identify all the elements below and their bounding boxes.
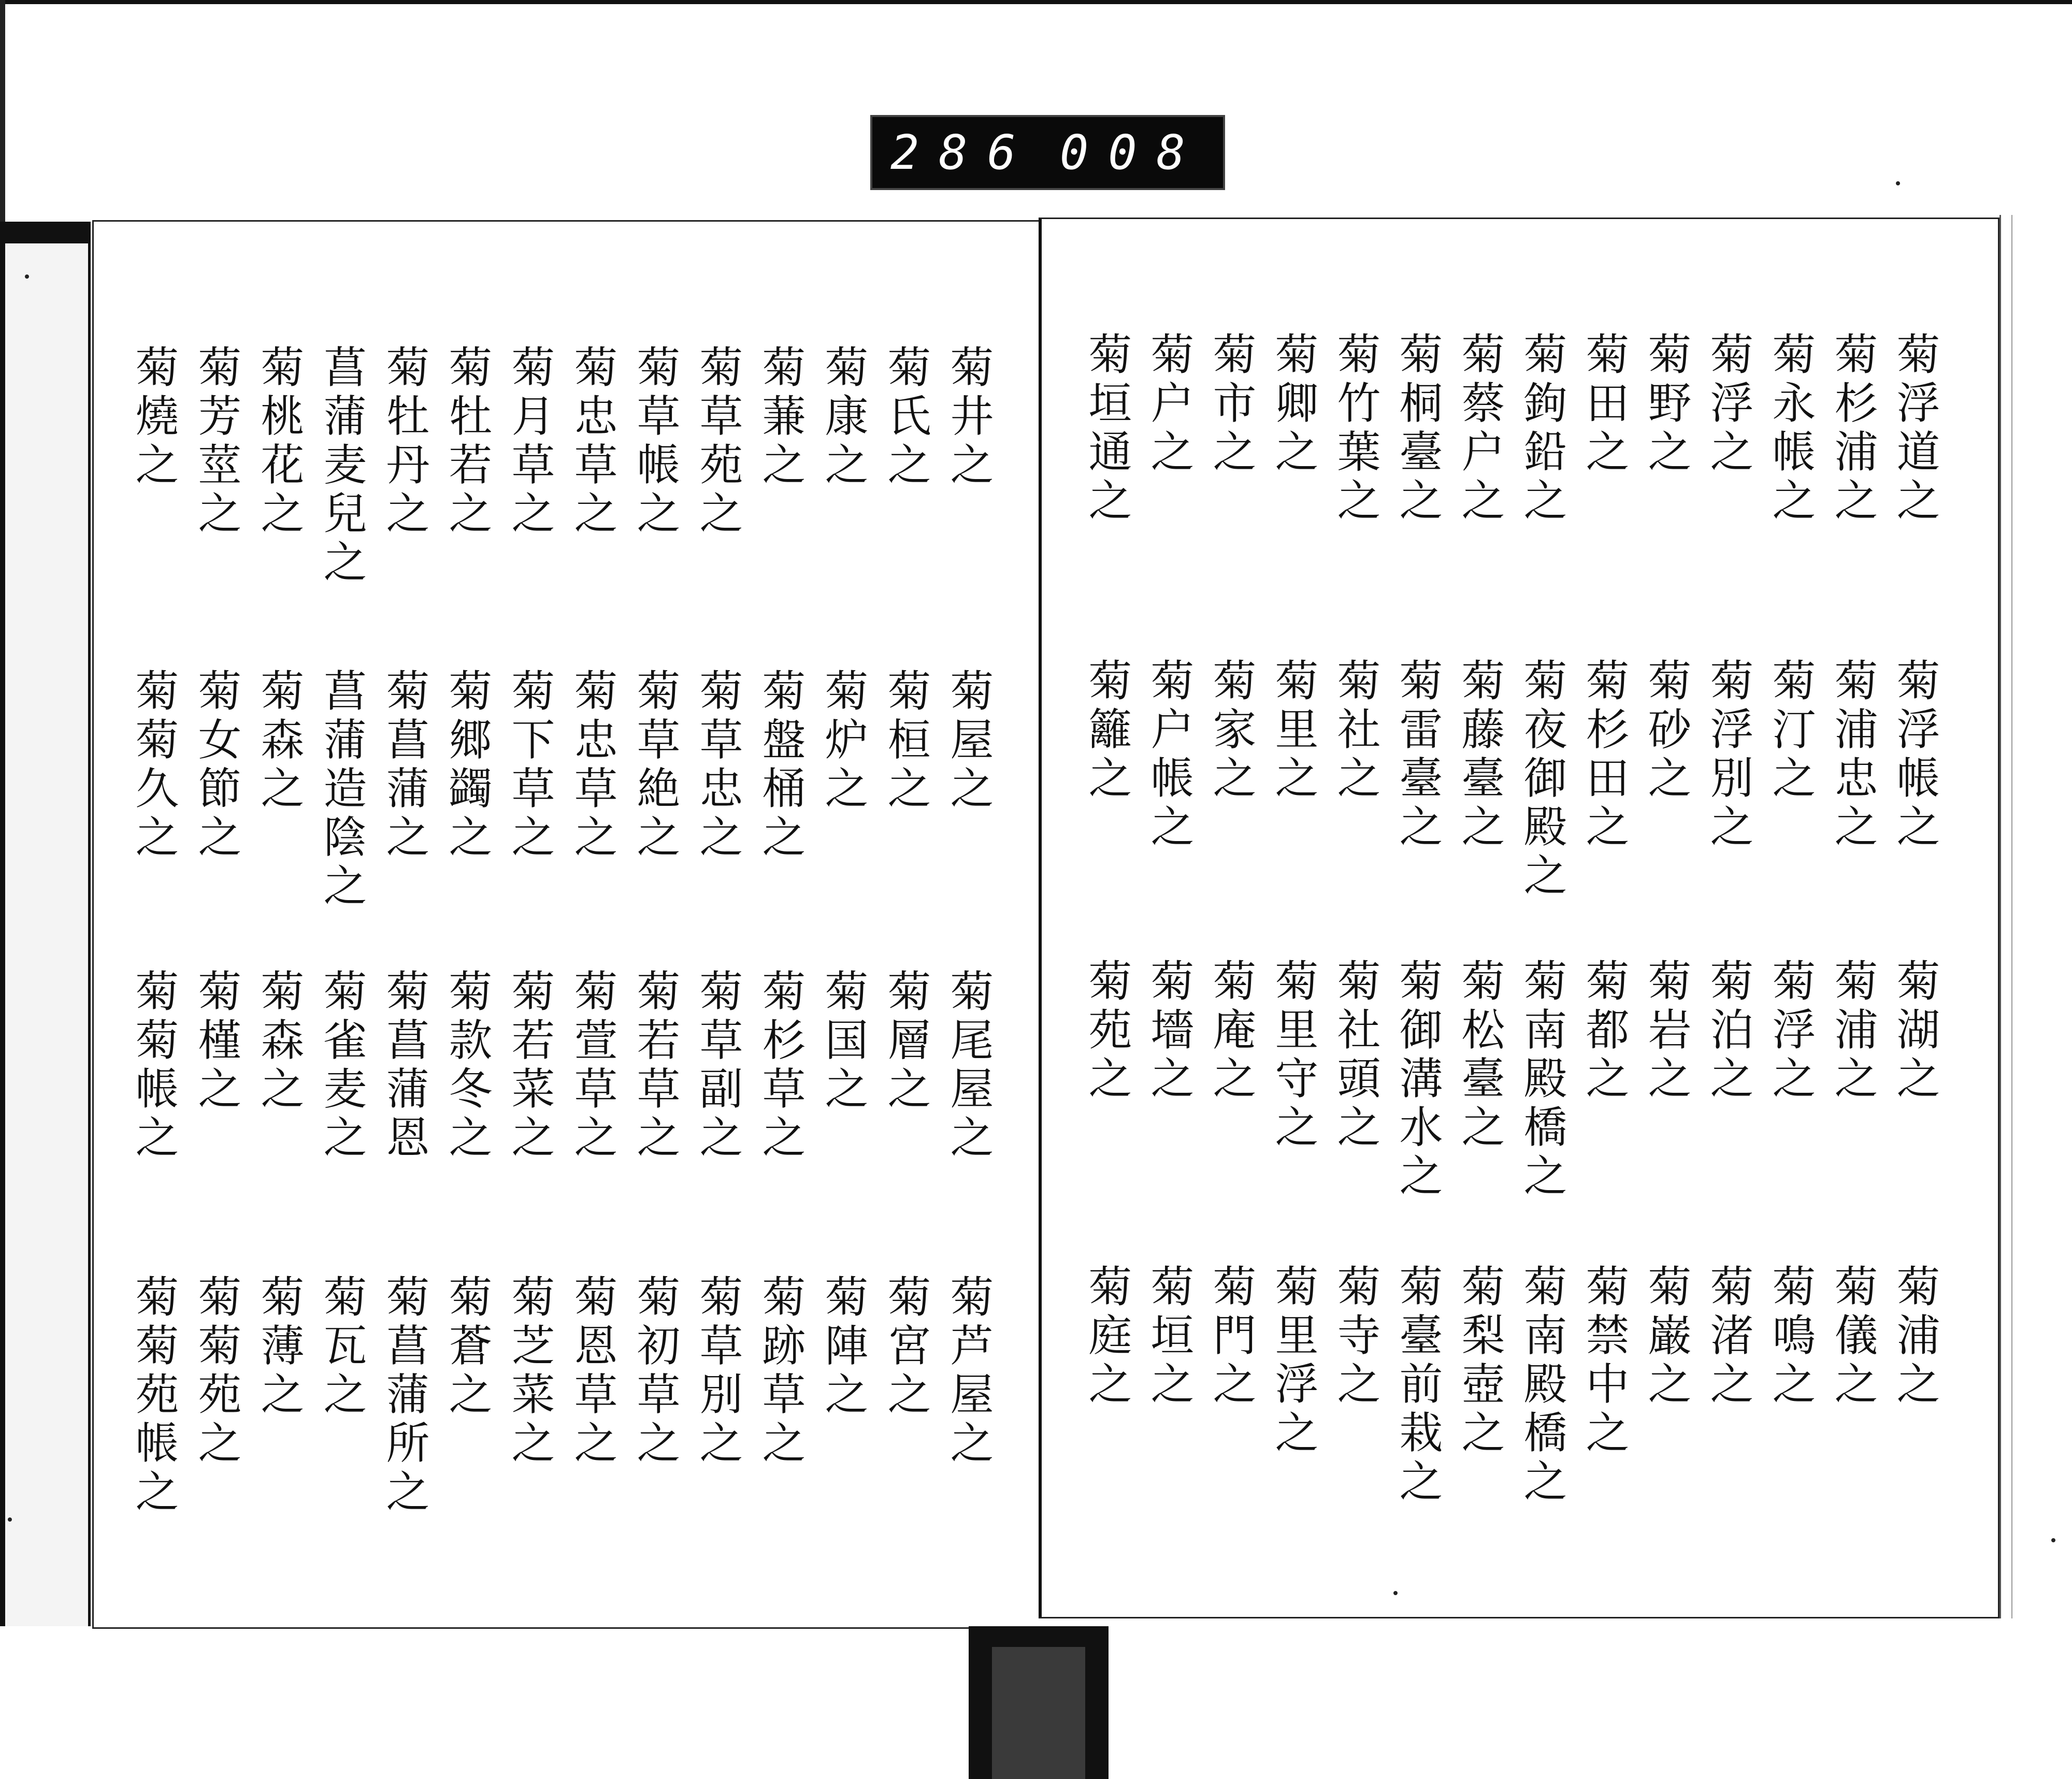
left-page-row3-entry: 菊国之 (818, 968, 869, 1115)
right-page-row2-entry: 菊浮別之 (1703, 658, 1754, 852)
right-page-row3-entry: 菊岩之 (1641, 958, 1692, 1104)
right-page-row4-entry: 菊巌之 (1641, 1264, 1692, 1410)
right-page-row1-entry: 菊卿之 (1268, 331, 1319, 478)
left-page-row4-entry: 菊蒼之 (442, 1274, 493, 1420)
left-page-row3-entry: 菊槿之 (191, 968, 242, 1115)
left-page-row1-entry: 菊牡若之 (442, 344, 493, 539)
left-page-row4-entry: 菊薄之 (254, 1274, 305, 1420)
right-page-row2-entry: 菊藤臺之 (1455, 658, 1505, 852)
right-page-row3-entry: 菊苑之 (1082, 958, 1132, 1104)
left-page-row3-entry: 菊萱草之 (567, 968, 618, 1163)
left-page-row4-entry: 菊菖蒲所之 (379, 1274, 430, 1517)
left-page-row1-entry: 菊桃花之 (254, 344, 305, 539)
left-page-row4-entry: 菊芦屋之 (943, 1274, 994, 1469)
left-page-row2-entry: 菊郷蠲之 (442, 668, 493, 863)
left-page-row4-entry: 菊菊苑帳之 (128, 1274, 179, 1517)
left-page-row3-entry: 菊草副之 (693, 968, 743, 1163)
left-page-row1-entry: 菊忠草之 (567, 344, 618, 539)
right-page-row4-entry: 菊南殿橋之 (1517, 1264, 1567, 1507)
left-page-row1-entry: 菊氏之 (881, 344, 931, 490)
scan-left-edge (0, 0, 5, 223)
left-page-row1-entry: 菊芳莖之 (191, 344, 242, 539)
frame-counter-label (870, 115, 1225, 190)
left-page-row3-entry: 菊款冬之 (442, 968, 493, 1163)
right-page-row3-entry: 菊庵之 (1206, 958, 1257, 1104)
right-page-row2-entry: 菊户帳之 (1144, 658, 1195, 852)
right-page-row4-entry: 菊渚之 (1703, 1264, 1754, 1410)
right-page-row2-entry: 菊砂之 (1641, 658, 1692, 804)
left-page-row4-entry: 菊跡草之 (755, 1274, 806, 1469)
right-page-row2-entry: 菊夜御殿之 (1517, 658, 1567, 901)
scan-speck (1393, 1591, 1398, 1595)
right-page-row3-entry: 菊松臺之 (1455, 958, 1505, 1153)
right-page-row3-entry: 菊湖之 (1890, 958, 1940, 1104)
left-page-row2-entry: 菊盤桶之 (755, 668, 806, 863)
spine-binding (969, 1626, 1109, 1779)
left-page-row3-entry: 菊雀麦之 (316, 968, 367, 1163)
right-page-row2-entry: 菊雷臺之 (1392, 658, 1443, 852)
right-page-row3-entry: 菊社頭之 (1330, 958, 1381, 1153)
left-page-row3-entry: 菊若菜之 (505, 968, 555, 1163)
right-page-row4-entry: 菊垣之 (1144, 1264, 1195, 1410)
right-page-row1-entry: 菊户之 (1144, 331, 1195, 478)
right-page-row3-entry: 菊南殿橋之 (1517, 958, 1567, 1202)
left-page-row1-entry: 菊蒹之 (755, 344, 806, 490)
left-page-row2-entry: 菊菖蒲之 (379, 668, 430, 863)
right-page-row4-entry: 菊門之 (1206, 1264, 1257, 1410)
left-page-row2-entry: 菊女節之 (191, 668, 242, 863)
left-page-row3-entry: 菊森之 (254, 968, 305, 1115)
right-page-row3-entry: 菊御溝水之 (1392, 958, 1443, 1202)
right-page-row2-entry: 菊杉田之 (1579, 658, 1630, 852)
right-page-row2-entry: 菊里之 (1268, 658, 1319, 804)
left-page-row1-entry: 菖蒲麦兒之 (316, 344, 367, 588)
right-page-row1-entry: 菊永帳之 (1765, 331, 1816, 526)
left-page-row2-entry: 菊下草之 (505, 668, 555, 863)
left-page-row2-entry: 菊菊久之 (128, 668, 179, 863)
left-page-row1-entry: 菊草帳之 (630, 344, 681, 539)
left-page-row4-entry: 菊芝菜之 (505, 1274, 555, 1469)
scan-speck (1896, 181, 1900, 185)
left-page-row3-entry: 菊菖蒲恩 (379, 968, 430, 1163)
left-page-row2-entry: 菊森之 (254, 668, 305, 814)
left-page-row2-entry: 菊炉之 (818, 668, 869, 814)
right-page-row1-entry: 菊杉浦之 (1828, 331, 1878, 526)
scan-speck (8, 1517, 12, 1522)
right-page-row4-entry: 菊禁中之 (1579, 1264, 1630, 1458)
left-page-row4-entry: 菊草別之 (693, 1274, 743, 1469)
left-page-row1-entry: 菊月草之 (505, 344, 555, 539)
left-page-row2-entry: 菊桓之 (881, 668, 931, 814)
left-page-row4-entry: 菊恩草之 (567, 1274, 618, 1469)
right-page-row2-entry: 菊社之 (1330, 658, 1381, 804)
right-page-row4-entry: 菊儀之 (1828, 1264, 1878, 1410)
left-page-row4-entry: 菊瓦之 (316, 1274, 367, 1420)
right-page-row1-entry: 菊浮道之 (1890, 331, 1940, 526)
left-page-row3-entry: 菊若草之 (630, 968, 681, 1163)
right-page-row4-entry: 菊庭之 (1082, 1264, 1132, 1410)
right-page-row4-entry: 菊鳴之 (1765, 1264, 1816, 1410)
right-page-row1-entry: 菊浮之 (1703, 331, 1754, 478)
right-page-row3-entry: 菊墻之 (1144, 958, 1195, 1104)
left-page-row3-entry: 菊菊帳之 (128, 968, 179, 1163)
right-page-row4-entry: 菊梨壺之 (1455, 1264, 1505, 1458)
right-page-row1-entry: 菊蔡户之 (1455, 331, 1505, 526)
right-page-row3-entry: 菊都之 (1579, 958, 1630, 1104)
left-page-row1-entry: 菊牡丹之 (379, 344, 430, 539)
left-page-row1-entry: 菊康之 (818, 344, 869, 490)
right-page-row4-entry: 菊里浮之 (1268, 1264, 1319, 1458)
right-page-row1-entry: 菊竹葉之 (1330, 331, 1381, 526)
right-page-row2-entry: 菊浮帳之 (1890, 658, 1940, 852)
right-page-row1-entry: 菊垣通之 (1082, 331, 1132, 526)
left-page-row3-entry: 菊杉草之 (755, 968, 806, 1163)
left-page-row1-entry: 菊草苑之 (693, 344, 743, 539)
left-page-row2-entry: 菊草忠之 (693, 668, 743, 863)
scan-top-border (0, 0, 2072, 4)
right-page-row2-entry: 菊籬之 (1082, 658, 1132, 804)
right-page-row1-entry: 菊田之 (1579, 331, 1630, 478)
right-page-row2-entry: 菊家之 (1206, 658, 1257, 804)
right-page-row1-entry: 菊桐臺之 (1392, 331, 1443, 526)
left-page-row1-entry: 菊燒之 (128, 344, 179, 490)
right-page-row2-entry: 菊浦忠之 (1828, 658, 1878, 852)
frame-counter-left: 286 (890, 124, 1036, 180)
left-page-row4-entry: 菊陣之 (818, 1274, 869, 1420)
left-page-row2-entry: 菊草絶之 (630, 668, 681, 863)
right-page-row3-entry: 菊浮之 (1765, 958, 1816, 1104)
right-page-row3-entry: 菊里守之 (1268, 958, 1319, 1153)
binder-inner-margin (5, 243, 88, 1779)
frame-counter-right: 008 (1059, 124, 1205, 180)
left-page-row2-entry: 菖蒲造陰之 (316, 668, 367, 912)
right-page-row4-entry: 菊浦之 (1890, 1264, 1940, 1410)
left-page-row2-entry: 菊屋之 (943, 668, 994, 814)
left-page-row3-entry: 菊層之 (881, 968, 931, 1115)
right-page-row3-entry: 菊浦之 (1828, 958, 1878, 1104)
left-page-row4-entry: 菊初草之 (630, 1274, 681, 1469)
right-page-edge (1999, 215, 2012, 1618)
right-page-row1-entry: 菊鉤鉛之 (1517, 331, 1567, 526)
right-page-row1-entry: 菊市之 (1206, 331, 1257, 478)
right-page-row4-entry: 菊寺之 (1330, 1264, 1381, 1410)
scan-speck (25, 274, 29, 279)
left-page-row4-entry: 菊宮之 (881, 1274, 931, 1420)
right-page-row4-entry: 菊臺前栽之 (1392, 1264, 1443, 1507)
left-page-row1-entry: 菊井之 (943, 344, 994, 490)
left-page-row3-entry: 菊尾屋之 (943, 968, 994, 1163)
right-page-row2-entry: 菊汀之 (1765, 658, 1816, 804)
right-page-row1-entry: 菊野之 (1641, 331, 1692, 478)
scan-speck (2051, 1538, 2055, 1542)
left-page-row2-entry: 菊忠草之 (567, 668, 618, 863)
right-page-row3-entry: 菊泊之 (1703, 958, 1754, 1104)
left-page-row4-entry: 菊菊苑之 (191, 1274, 242, 1469)
